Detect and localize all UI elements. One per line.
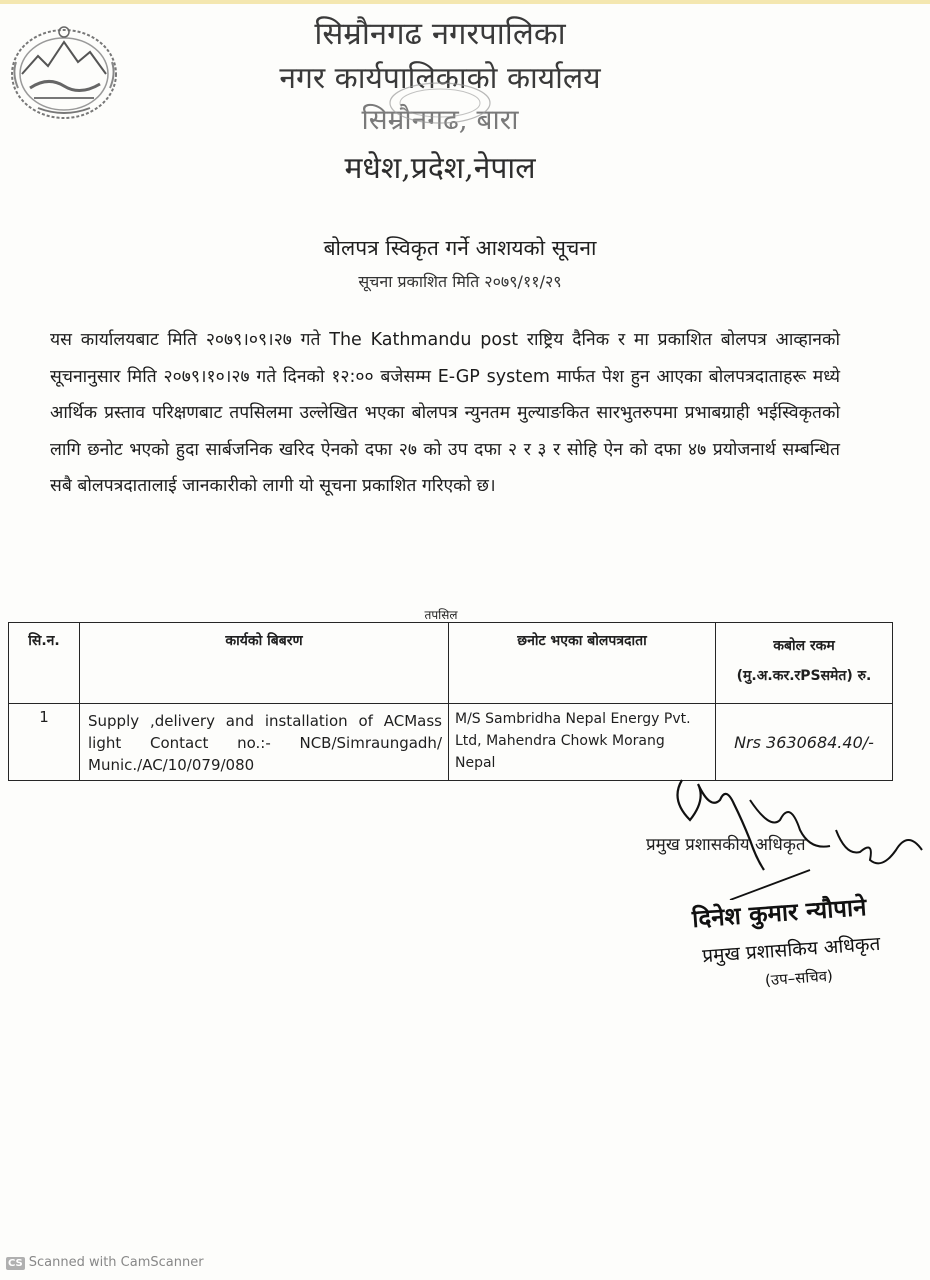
- scanner-footer: [6, 1255, 204, 1270]
- row-bidder: M/S Sambridha Nepal Energy Pvt. Ltd, Mahendra Chowk Morang Nepal: [449, 704, 716, 781]
- scanner-footer-text: Scanned with CamScanner: [28, 1255, 204, 1270]
- office-location: सिम्रौनगढ, बारा: [361, 103, 519, 136]
- header-amount-line1: कबोल रकम: [773, 638, 835, 654]
- stamp-rank: (उप–सचिव): [764, 966, 834, 990]
- table-header-row: [9, 623, 893, 704]
- faint-stamp-mark: [380, 78, 500, 128]
- nepal-emblem-icon: [8, 22, 120, 122]
- scan-edge-strip: [0, 0, 930, 4]
- row-sn: 1: [9, 704, 80, 781]
- bid-table: [8, 622, 893, 781]
- camscanner-icon: CS: [8, 1258, 23, 1269]
- notice-published-date: सूचना प्रकाशित मिति २०७९/११/२९: [358, 272, 562, 291]
- stamp-name: दिनेश कुमार न्यौपाने: [691, 892, 868, 934]
- header-bidder: छनोट भएका बोलपत्रदाता: [449, 623, 716, 704]
- notice-body: यस कार्यालयबाट मिति २०७९।०९।२७ गते The Kathmandu post राष्ट्रिय दैनिक र मा प्रकाशित बोलपत्र आव्हानको सूचनानुसार मिति २०७९।१०।२७ गते दिनको १२:०० बजेसम्म E-GP system मार्फत पेश हुन आएका बोलपत्रदाताहरू मध्ये आर्थिक प्रस्ताव परिक्षणबाट तपसिलमा उल्लेखित भएका बोलपत्र न्युनतम मुल्याङकित सारभुतरुपमा प्रभाबग्राही भईस्विकृतको लागि छनोट भएको हुदा सार्बजनिक खरिद ऐनको दफा २७ को उप दफा २ र ३ र सोहि ऐन को दफा ४७ प्रयोजनार्थ सम्बन्धित सबै बोलपत्रदातालाई जानकारीको लागी यो सूचना प्रकाशित गरिएको छ।: [50, 330, 840, 496]
- header-description: कार्यको बिबरण: [80, 623, 449, 704]
- table-label: तपसिल: [424, 608, 458, 622]
- province-country: मधेश,प्रदेश,नेपाल: [344, 151, 536, 186]
- header-sn: सि.न.: [9, 623, 80, 704]
- notice-title: बोलपत्र स्विकृत गर्ने आशयको सूचना: [323, 236, 597, 260]
- designation-line: प्रमुख प्रशासकीय अधिकृत: [646, 835, 806, 855]
- row-amount: Nrs 3630684.40/-: [716, 704, 893, 781]
- header-amount-line2: (मु.अ.कर.रPSसमेत) रु.: [736, 668, 872, 684]
- header-amount: [716, 623, 893, 704]
- handwritten-signature: [660, 760, 930, 900]
- municipality-name: सिम्रौनगढ नगरपालिका: [314, 16, 566, 52]
- stamp-title: प्रमुख प्रशासकिय अधिकृत: [701, 932, 881, 968]
- office-name: नगर कार्यपालिकाको कार्यालय: [279, 61, 601, 96]
- row-description: Supply ,delivery and installation of ACMass light Contact no.:- NCB/Simraungadh/ Munic./AC/10/079/080: [80, 704, 449, 781]
